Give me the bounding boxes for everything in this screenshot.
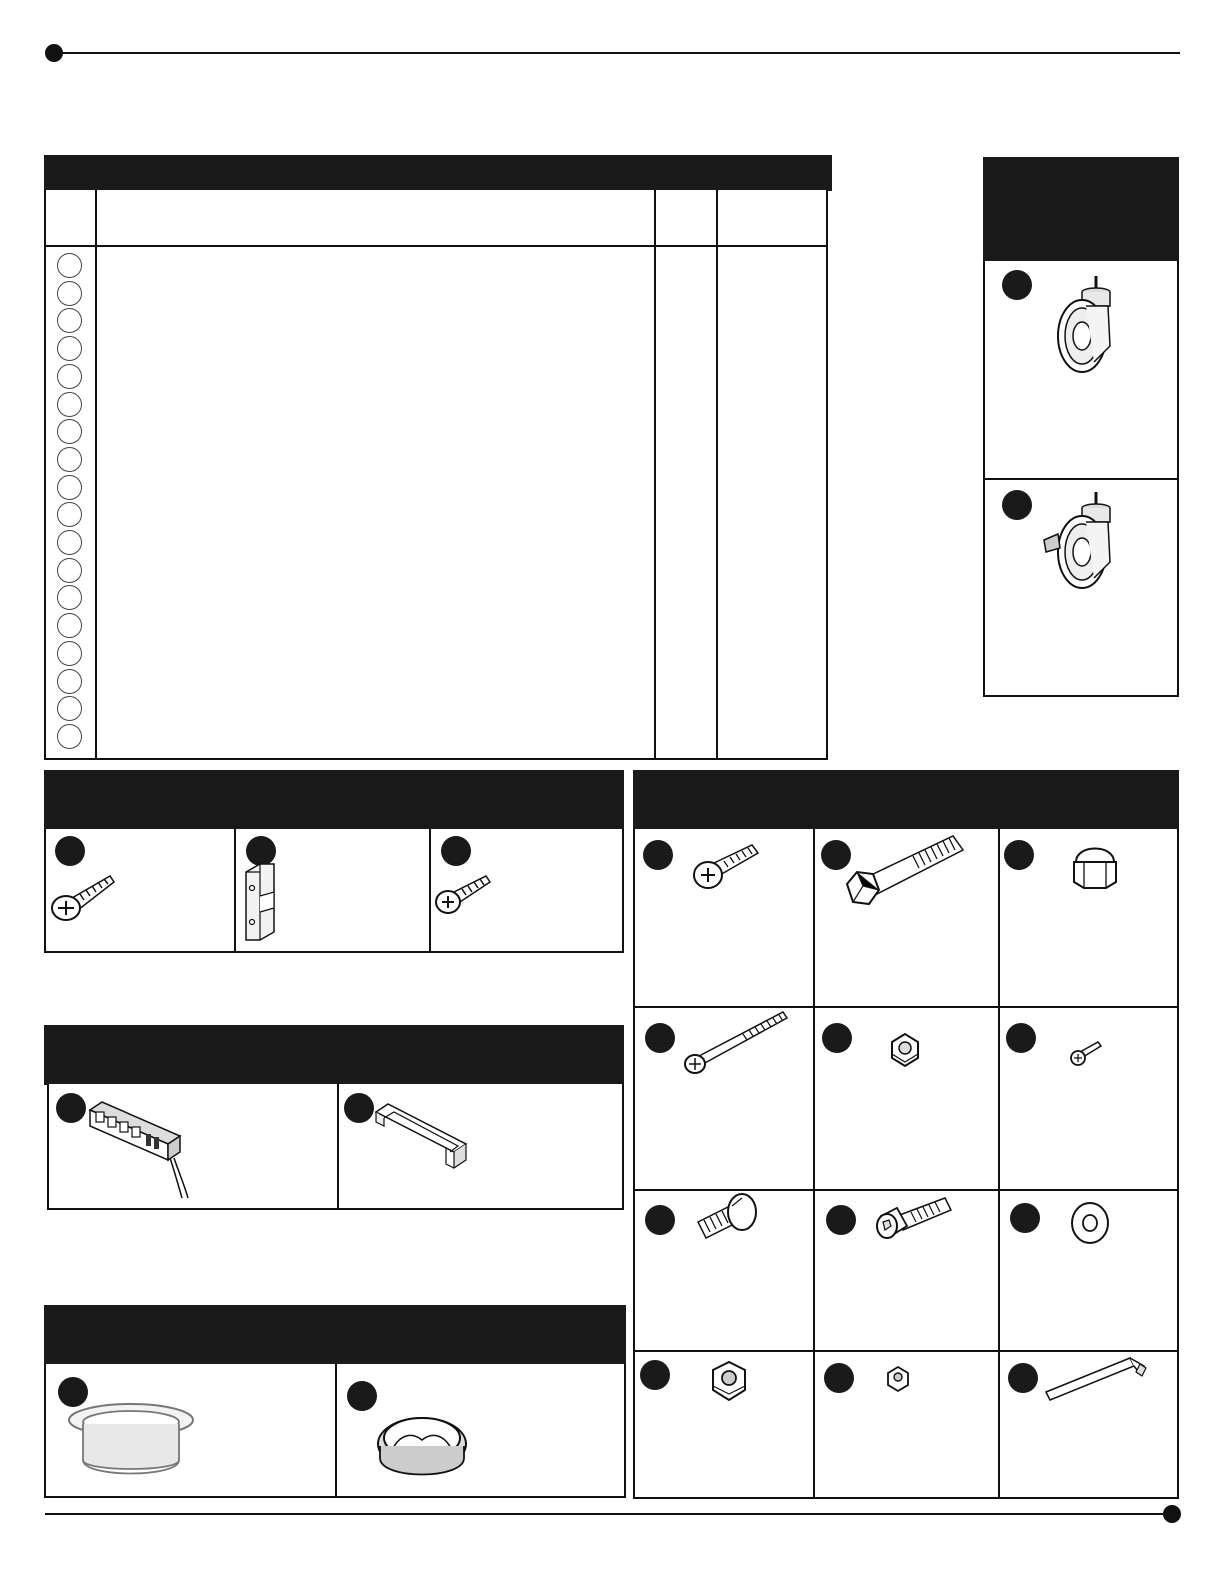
flange-head-screw-icon — [434, 872, 494, 920]
part-badge — [1010, 1203, 1040, 1233]
row-number-marker — [57, 364, 82, 389]
row-number-marker — [57, 253, 82, 278]
group-a-divider — [429, 829, 431, 953]
hardware-col-divider — [813, 829, 815, 1499]
carriage-bolt-icon — [692, 1192, 764, 1250]
connector-block-icon — [240, 862, 290, 942]
part-badge — [640, 1360, 670, 1390]
power-strip-icon — [88, 1100, 198, 1200]
row-number-marker — [57, 392, 82, 417]
hardware-col-divider — [998, 829, 1000, 1499]
hardware-row-divider — [633, 1006, 1179, 1008]
casters-divider — [983, 478, 1179, 480]
row-number-marker — [57, 724, 82, 749]
row-number-marker — [57, 613, 82, 638]
hardware-row-divider — [633, 1189, 1179, 1191]
row-number-marker — [57, 475, 82, 500]
part-badge — [347, 1381, 377, 1411]
parts-table-col-divider-2 — [654, 190, 656, 760]
pan-head-wood-screw-icon — [48, 870, 118, 930]
row-number-marker — [57, 447, 82, 472]
parts-table — [44, 190, 828, 760]
allen-key-icon — [1042, 1354, 1152, 1404]
small-screw-icon — [1070, 1040, 1102, 1068]
row-number-marker — [57, 669, 82, 694]
parts-table-col-divider-1 — [95, 190, 97, 760]
casters-header-bar — [983, 157, 1179, 262]
row-number-marker — [57, 641, 82, 666]
cap-nut-icon — [1070, 840, 1120, 892]
locking-caster-wheel-icon — [1040, 492, 1130, 592]
hex-bolt-icon — [843, 832, 968, 918]
cable-clip-icon — [374, 1100, 474, 1180]
hardware-header-bar — [633, 770, 1179, 830]
parts-table-header-divider — [44, 245, 828, 247]
group-a-header-bar — [44, 770, 624, 830]
part-badge — [643, 840, 673, 870]
part-badge — [56, 1093, 86, 1123]
part-badge — [1004, 840, 1034, 870]
row-number-marker — [57, 336, 82, 361]
small-hex-nut-icon — [885, 1365, 911, 1393]
grommet-ring-icon — [64, 1402, 198, 1492]
parts-table-col-divider-3 — [716, 190, 718, 760]
group-b-divider — [337, 1084, 339, 1210]
header-rule — [54, 52, 1180, 54]
footer-rule — [45, 1513, 1170, 1515]
part-badge — [55, 836, 85, 866]
hardware-row-divider — [633, 1350, 1179, 1352]
hex-nut-icon — [707, 1358, 751, 1404]
footer-rule-dot — [1163, 1505, 1181, 1523]
grommet-cap-icon — [372, 1410, 472, 1486]
group-c-divider — [335, 1364, 337, 1498]
long-machine-screw-icon — [683, 1010, 793, 1076]
row-number-marker — [57, 281, 82, 306]
part-badge — [441, 836, 471, 866]
part-badge — [645, 1205, 675, 1235]
group-a-panel — [44, 829, 624, 953]
lock-nut-icon — [888, 1032, 922, 1068]
part-badge — [826, 1205, 856, 1235]
socket-cap-screw-icon — [875, 1196, 955, 1244]
part-badge — [1008, 1363, 1038, 1393]
group-c-header-bar — [44, 1305, 626, 1365]
row-number-marker — [57, 558, 82, 583]
row-number-marker — [57, 530, 82, 555]
group-a-divider — [234, 829, 236, 953]
part-badge — [344, 1093, 374, 1123]
parts-table-header-bar — [44, 155, 832, 191]
part-badge — [1002, 490, 1032, 520]
caster-wheel-icon — [1050, 276, 1130, 376]
flat-head-screw-icon — [692, 843, 764, 893]
group-b-header-bar — [44, 1025, 624, 1085]
flat-washer-icon — [1068, 1200, 1112, 1246]
part-badge — [645, 1023, 675, 1053]
part-badge — [1006, 1023, 1036, 1053]
part-badge — [822, 1023, 852, 1053]
part-badge — [824, 1363, 854, 1393]
part-badge — [1002, 270, 1032, 300]
